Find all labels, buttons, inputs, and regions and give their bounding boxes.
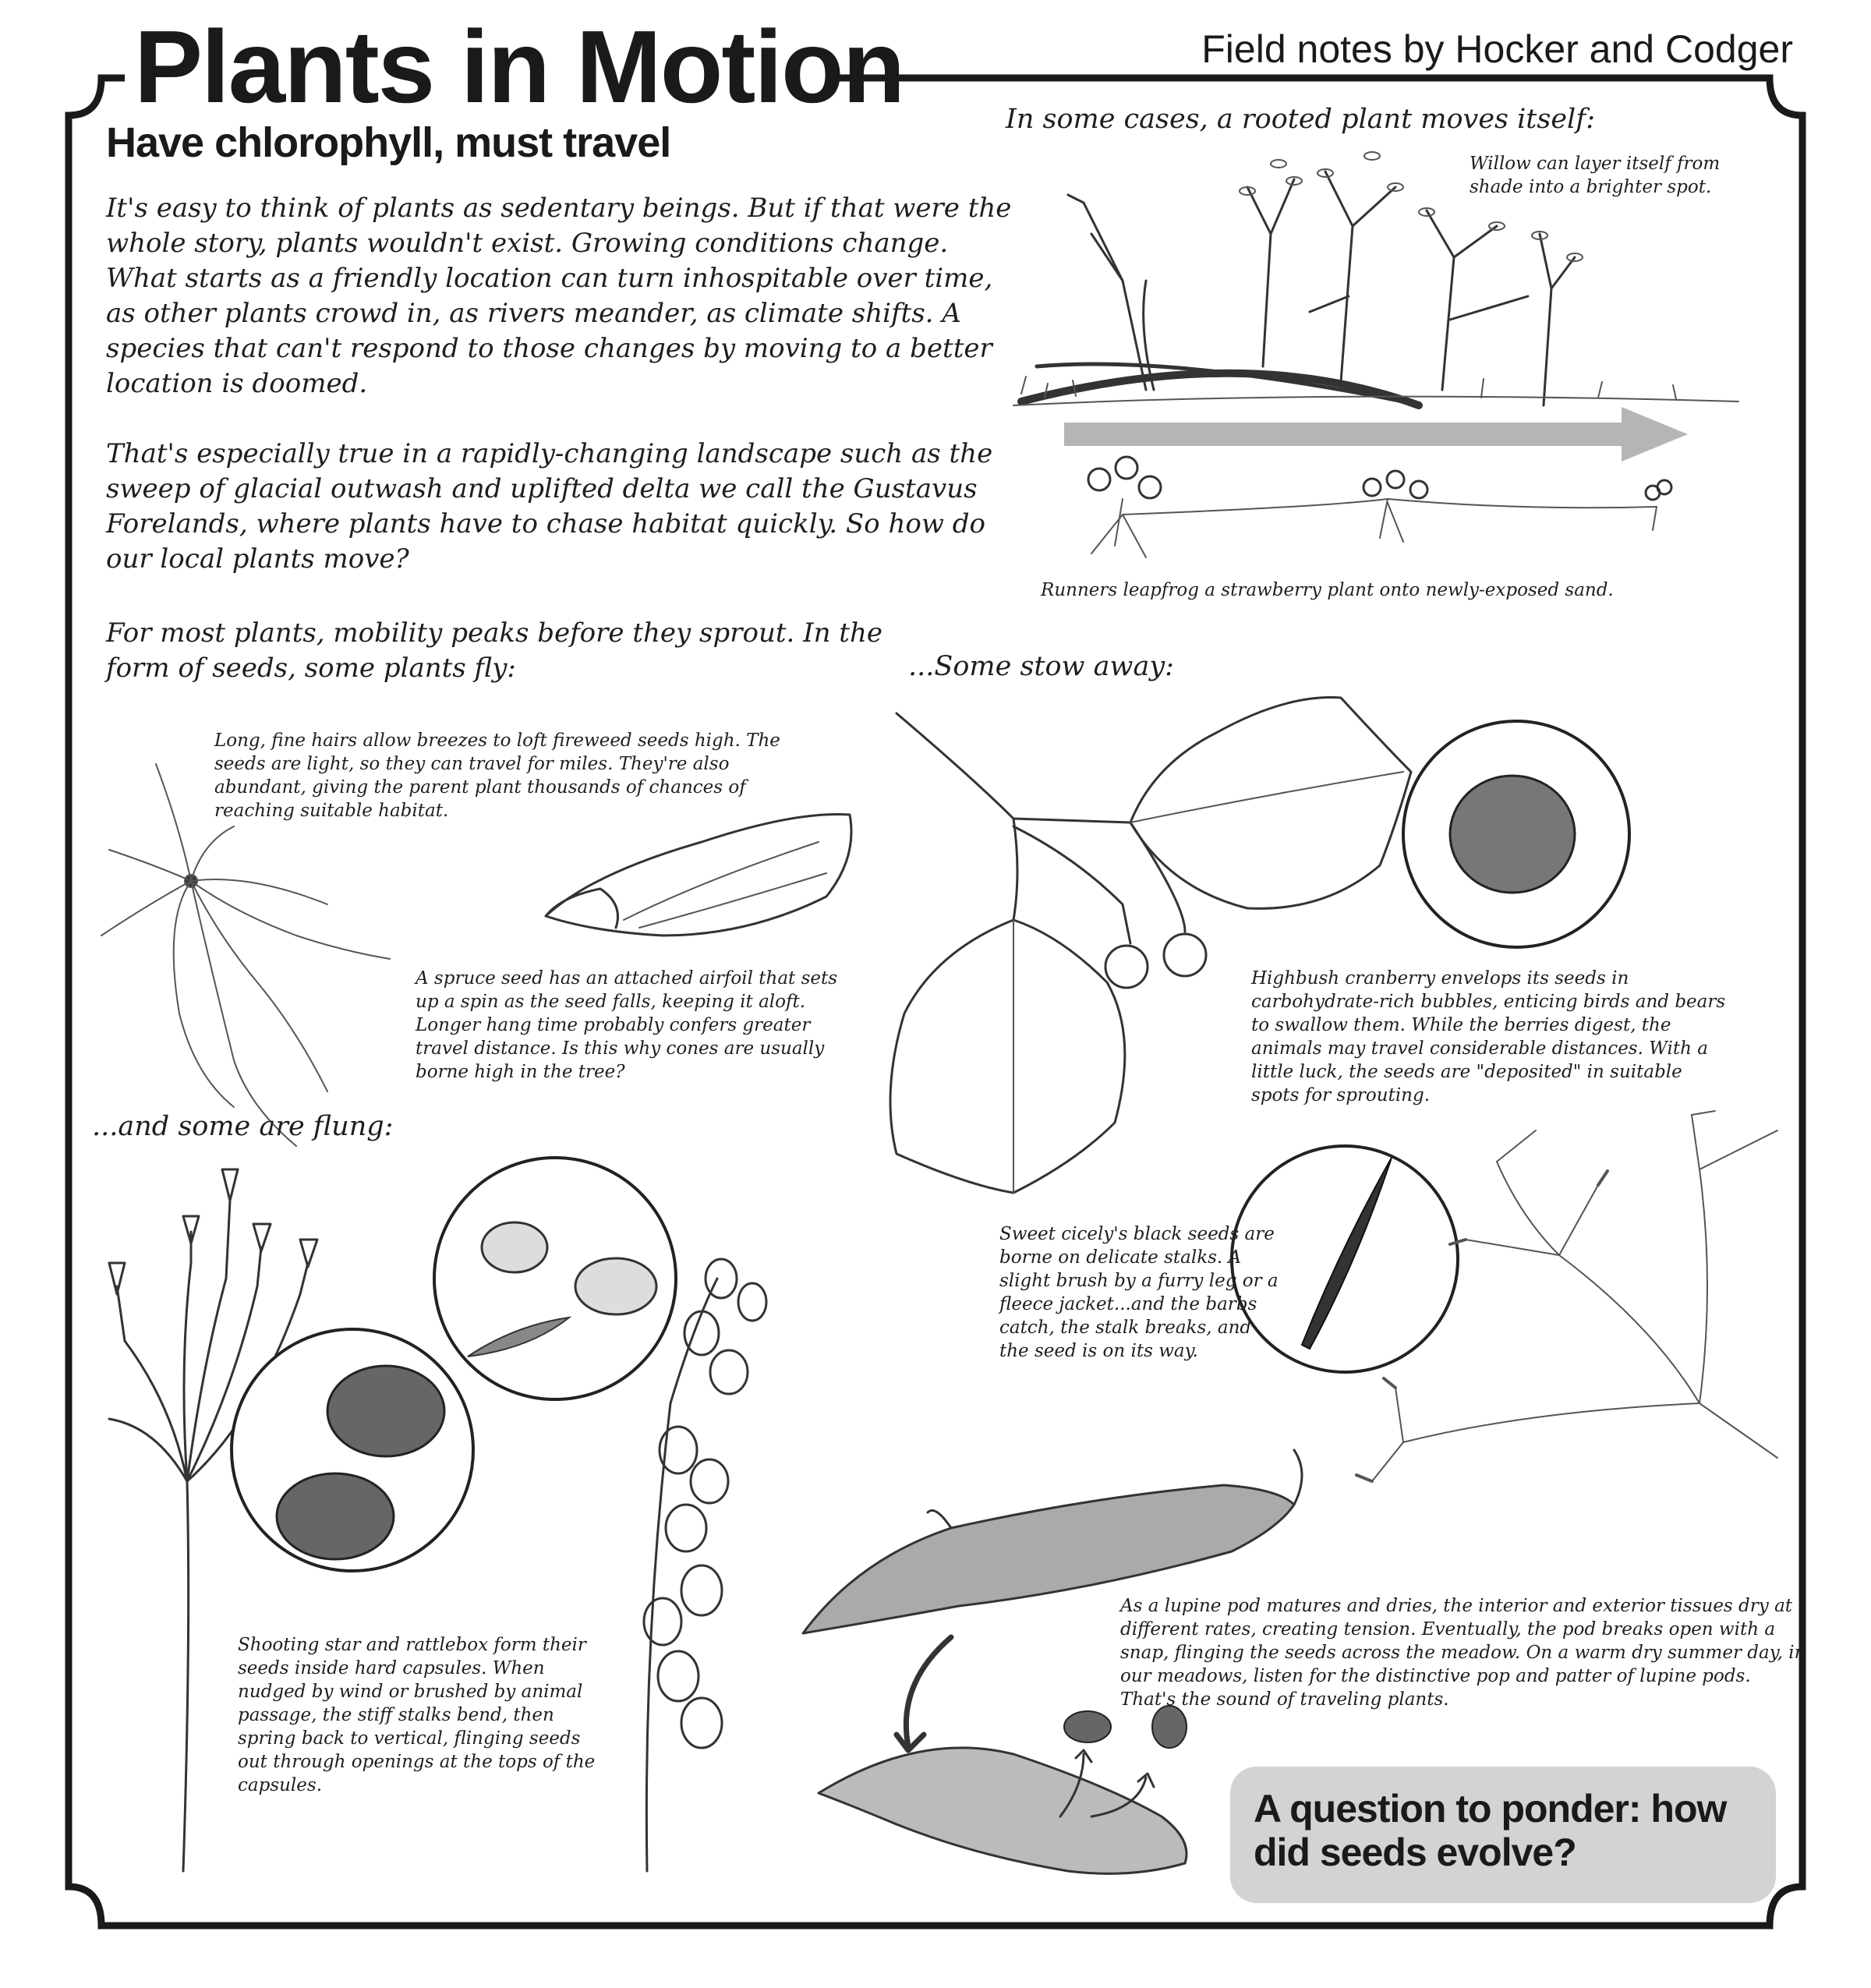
- page-subtitle: Have chlorophyll, must travel: [106, 119, 671, 166]
- fireweed-caption: Long, fine hairs allow breezes to loft fireweed seeds high. The seeds are light, so they can travel for miles. They're also abundant, giving the parent plant thousands of chances of reaching suitable habitat.: [214, 730, 780, 821]
- willow-drawing: [1013, 172, 1738, 405]
- rattlebox-seed-2: [575, 1258, 656, 1314]
- flung-heading: ...and some are flung:: [92, 1111, 394, 1142]
- spruce-caption: A spruce seed has an attached airfoil that sets up a spin as the seed falls, keeping it aloft. Longer hang time probably confers greater travel distance. Is this why cones are usually borne high in the tree?: [416, 968, 838, 1082]
- shooting-star-seed-2: [277, 1473, 394, 1559]
- strawberry-caption: Runners leapfrog a strawberry plant onto newly-exposed sand.: [1041, 580, 1614, 600]
- cranberry-seed: [1450, 776, 1575, 893]
- movement-arrow: [1064, 407, 1688, 462]
- stow-away-heading: ...Some stow away:: [908, 651, 1174, 682]
- spruce-seed-drawing: [546, 814, 851, 936]
- intro-paragraph-2: That's especially true in a rapidly-changing landscape such as the sweep of glacial outwash and uplifted delta we call the Gustavus Forelands, where plants have to chase habitat quickly. So how do our local plants move?: [106, 438, 993, 575]
- rooted-heading: In some cases, a rooted plant moves itself:: [1006, 104, 1595, 135]
- page-title: Plants in Motion: [134, 9, 904, 124]
- rattlebox-stalk-drawing: [644, 1259, 766, 1871]
- shooting-star-caption: Shooting star and rattlebox form their seeds inside hard capsules. When nudged by wind or brushed by animal passage, the stiff stalks bend, then spring back to vertical, flinging seeds out through openings at the tops of the capsules.: [238, 1635, 596, 1795]
- byline: Field notes by Hocker and Codger: [1201, 27, 1793, 71]
- shooting-star-seed-1: [327, 1366, 444, 1456]
- cranberry-caption: Highbush cranberry envelops its seeds in carbohydrate-rich bubbles, enticing birds and bears to swallow them. While the berries digest, the animals may travel considerable distances. With a little luck, the seeds are "deposited" in suitable spots for sprouting.: [1251, 968, 1726, 1105]
- intro-paragraph-3: For most plants, mobility peaks before they sprout. In the form of seeds, some plants fly:: [106, 617, 882, 684]
- rattlebox-seed-1: [482, 1222, 547, 1272]
- intro-paragraph-1: It's easy to think of plants as sedentary beings. But if that were the whole story, plants wouldn't exist. Growing conditions change. What starts as a friendly location can turn inhospitable over time, as other plants crowd in, as rivers meander, as climate shifts. A species that can't respond to those changes by moving to a better location is doomed.: [106, 193, 1012, 399]
- cicely-caption: Sweet cicely's black seeds are borne on delicate stalks. A slight brush by a furry leg or a fleece jacket...and the barbs catch, the stalk breaks, and the seed is on its way.: [999, 1224, 1279, 1361]
- lupine-caption: As a lupine pod matures and dries, the interior and exterior tissues dry at different rates, creating tension. Eventually, the pod breaks open with a snap, flinging the seeds across the meadow. On a warm dry summer day, in our meadows, listen for the distinctive pop and patter of lupine pods. That's the sound of traveling plants.: [1120, 1596, 1806, 1710]
- lupine-seed-2: [1152, 1706, 1187, 1748]
- lupine-seed-1: [1064, 1711, 1111, 1742]
- ponder-callout: A question to ponder: how did seeds evolve?: [1230, 1767, 1776, 1903]
- willow-caption: Willow can layer itself from shade into a brighter spot.: [1470, 154, 1721, 197]
- strawberry-drawing: [1088, 457, 1671, 557]
- cranberry-drawing: [890, 698, 1411, 1193]
